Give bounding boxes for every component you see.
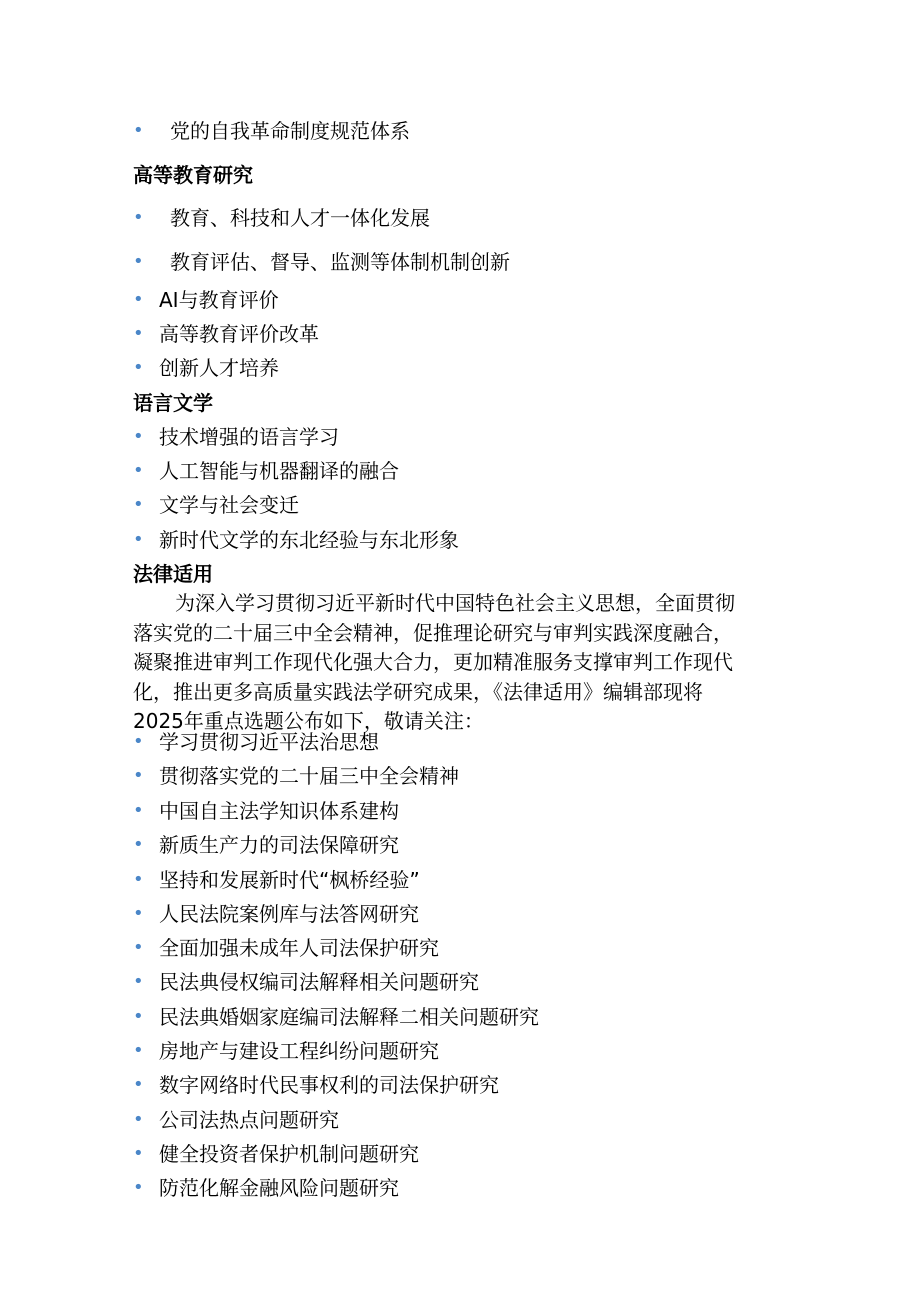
bullet-dot-icon: •	[133, 460, 144, 481]
list-item-text: 中国自主法学知识体系建构	[159, 799, 399, 823]
bullet-dot-icon: •	[133, 765, 144, 786]
list-item-text: 人民法院案例库与法答网研究	[159, 902, 419, 926]
bullet-dot-icon: •	[133, 289, 144, 310]
intro-paragraph	[133, 589, 793, 737]
bullet-dot-icon: •	[133, 937, 144, 958]
list-item-text: 民法典侵权编司法解释相关问题研究	[159, 970, 479, 994]
bullet-dot-icon: •	[133, 357, 144, 378]
list-item-text: 技术增强的语言学习	[159, 425, 339, 449]
bullet-dot-icon: •	[133, 494, 144, 515]
list-item-text: 高等教育评价改革	[159, 322, 319, 346]
bullet-dot-icon: •	[133, 800, 144, 821]
list-item-text: 文学与社会变迁	[159, 493, 299, 517]
list-item-text: 创新人才培养	[159, 356, 279, 380]
bullet-dot-icon: •	[133, 903, 144, 924]
list-item-text: 全面加强未成年人司法保护研究	[159, 936, 439, 960]
bullet-dot-icon: •	[133, 1006, 144, 1027]
section-heading-language-literature: 语言文学	[133, 391, 213, 415]
list-item-text: 教育评估、督导、监测等体制机制创新	[170, 250, 510, 274]
bullet-dot-icon: •	[133, 207, 144, 228]
bullet-dot-icon: •	[133, 834, 144, 855]
list-item-text: 坚持和发展新时代“枫桥经验”	[159, 868, 420, 892]
list-item-text: 健全投资者保护机制问题研究	[159, 1142, 419, 1166]
section-heading-law-application: 法律适用	[133, 562, 213, 586]
intro-line: 落实党的二十届三中全会精神，促推理论研究与审判实践深度融合，	[133, 620, 733, 645]
bullet-dot-icon: •	[133, 1074, 144, 1095]
list-item-text: 民法典婚姻家庭编司法解释二相关问题研究	[159, 1005, 539, 1029]
bullet-dot-icon: •	[133, 1177, 144, 1198]
bullet-dot-icon: •	[133, 731, 144, 752]
list-item-text: 新时代文学的东北经验与东北形象	[159, 528, 459, 552]
list-item-text: 贯彻落实党的二十届三中全会精神	[159, 764, 459, 788]
section-heading-higher-education: 高等教育研究	[133, 163, 253, 187]
bullet-dot-icon: •	[133, 1143, 144, 1164]
bullet-dot-icon: •	[133, 529, 144, 550]
intro-line: 2025年重点选题公布如下，敬请关注：	[133, 709, 484, 733]
list-item-text: 党的自我革命制度规范体系	[170, 119, 410, 143]
list-item-text: 新质生产力的司法保障研究	[159, 833, 399, 857]
list-item-text: 房地产与建设工程纠纷问题研究	[159, 1039, 439, 1063]
bullet-dot-icon: •	[133, 251, 144, 272]
intro-line: 化，推出更多高质量实践法学研究成果，《法律适用》编辑部现将	[133, 679, 703, 704]
bullet-dot-icon: •	[133, 1109, 144, 1130]
list-item-text: AI与教育评价	[159, 288, 279, 312]
list-item-text: 学习贯彻习近平法治思想	[159, 730, 379, 754]
bullet-dot-icon: •	[133, 1040, 144, 1061]
bullet-dot-icon: •	[133, 323, 144, 344]
list-item-text: 教育、科技和人才一体化发展	[170, 206, 430, 230]
bullet-dot-icon: •	[133, 120, 144, 141]
intro-line: 凝聚推进审判工作现代化强大合力，更加精准服务支撑审判工作现代	[133, 650, 733, 674]
bullet-dot-icon: •	[133, 426, 144, 447]
bullet-dot-icon: •	[133, 971, 144, 992]
list-item-text: 数字网络时代民事权利的司法保护研究	[159, 1073, 499, 1097]
list-item-text: 公司法热点问题研究	[159, 1108, 339, 1132]
bullet-dot-icon: •	[133, 869, 144, 890]
list-item-text: 人工智能与机器翻译的融合	[159, 459, 399, 483]
intro-line: 为深入学习贯彻习近平新时代中国特色社会主义思想，全面贯彻	[175, 591, 735, 615]
list-item-text: 防范化解金融风险问题研究	[159, 1176, 399, 1200]
